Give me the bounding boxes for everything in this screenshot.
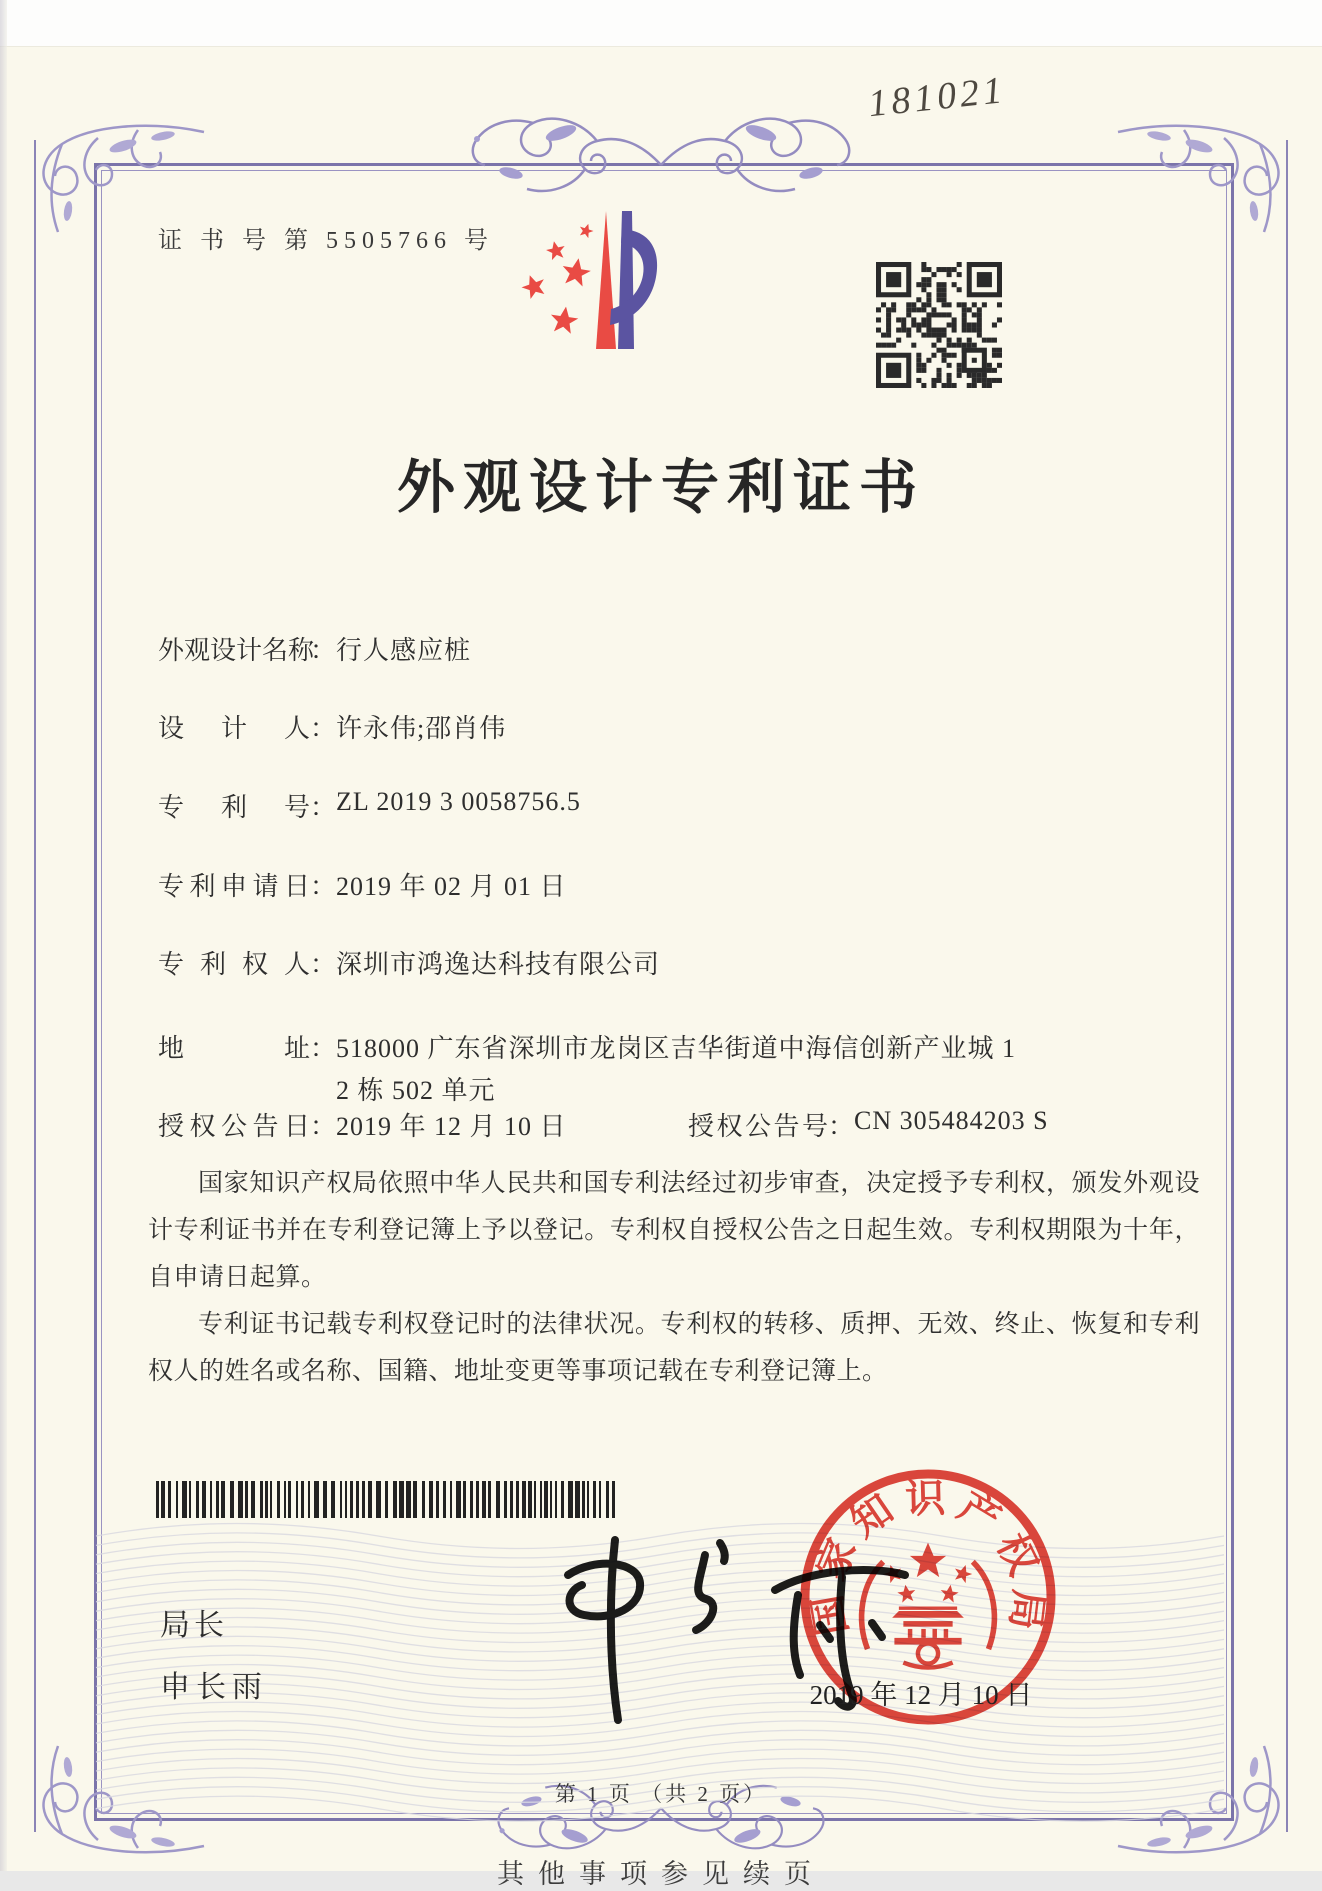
field-label: 外观设计名称	[158, 636, 315, 665]
right-border-line	[1286, 140, 1288, 1832]
field-colon: ：	[828, 1112, 855, 1141]
field-filing-date	[158, 866, 567, 903]
page-number-footer: 第 1 页 （共 2 页）	[554, 1782, 768, 1806]
body-paragraph-2: 专利证书记载专利权登记时的法律状况。专利权的转移、质押、无效、终止、恢复和专利权人的姓名或名称、国籍、地址变更等事项记载在专利登记簿上。	[148, 1311, 1200, 1385]
field-label: 授权公告号	[688, 1112, 828, 1141]
field-value: 行人感应桩	[336, 636, 472, 665]
field-colon: ：	[310, 793, 337, 822]
corner-flourish-top-right	[1114, 116, 1294, 236]
field-design-name	[158, 630, 471, 667]
field-value: 许永伟;邵肖伟	[336, 714, 507, 743]
certificate-number: 证 书 号 第 5505766 号	[158, 228, 494, 254]
director-title-label: 局长	[160, 1609, 228, 1642]
director-name: 申长雨	[160, 1671, 268, 1704]
field-value: 深圳市鸿逸达科技有限公司	[336, 950, 661, 979]
field-label: 专利申请日	[158, 872, 310, 901]
field-patentee	[158, 944, 660, 981]
cutoff-continuation-note: 其他事项参见续页	[497, 1859, 825, 1889]
seal-organization-text: 国家知识产权局	[804, 1475, 1052, 1639]
field-label: 设计人	[158, 714, 310, 743]
field-label: 专利权人	[158, 950, 310, 979]
scan-margin-top	[0, 0, 1322, 47]
field-grant-no	[688, 1106, 1049, 1143]
field-colon: ：	[310, 1112, 337, 1141]
field-value: CN 305484203 S	[854, 1106, 1049, 1135]
field-colon: ：	[310, 636, 337, 665]
barcode	[155, 1481, 619, 1518]
legal-text-block	[148, 1160, 1200, 1395]
logo-stars	[519, 222, 596, 335]
seal-date: 2019 年 12 月 10 日	[809, 1680, 1033, 1710]
field-address	[158, 1028, 1016, 1112]
field-colon: ：	[310, 714, 337, 743]
field-patent-no	[158, 787, 581, 824]
field-label: 专利号	[158, 793, 310, 822]
corner-flourish-top-left	[28, 116, 208, 236]
field-label: 地址	[158, 1034, 310, 1063]
field-value-line2: 2 栋 502 单元	[336, 1076, 496, 1105]
field-colon: ：	[310, 1034, 337, 1063]
national-emblem	[862, 1543, 995, 1668]
field-designer	[158, 708, 506, 745]
handwritten-number: 181021	[866, 69, 1008, 126]
field-colon: ：	[310, 950, 337, 979]
field-value: 2019 年 12 月 10 日	[336, 1112, 567, 1141]
field-value: 2019 年 02 月 01 日	[336, 872, 567, 901]
qr-code	[876, 262, 1002, 388]
cnipa-logo	[468, 203, 658, 355]
page-title: 外观设计专利证书	[396, 455, 925, 520]
field-value-line1: 518000 广东省深圳市龙岗区吉华街道中海信创新产业城 1	[336, 1034, 1017, 1063]
field-label: 授权公告日	[158, 1112, 310, 1141]
left-border-line	[34, 140, 36, 1832]
scan-edge-shadow	[0, 0, 7, 1871]
field-grant-row	[158, 1106, 1049, 1143]
field-colon: ：	[310, 872, 337, 901]
body-paragraph-1: 国家知识产权局依照中华人民共和国专利法经过初步审查，决定授予专利权，颁发外观设计专利证书并在专利登记簿上予以登记。专利权自授权公告之日起生效。专利权期限为十年，自申请日起算。	[148, 1170, 1200, 1291]
logo-monogram	[596, 211, 657, 349]
field-value: ZL 2019 3 0058756.5	[336, 787, 581, 816]
